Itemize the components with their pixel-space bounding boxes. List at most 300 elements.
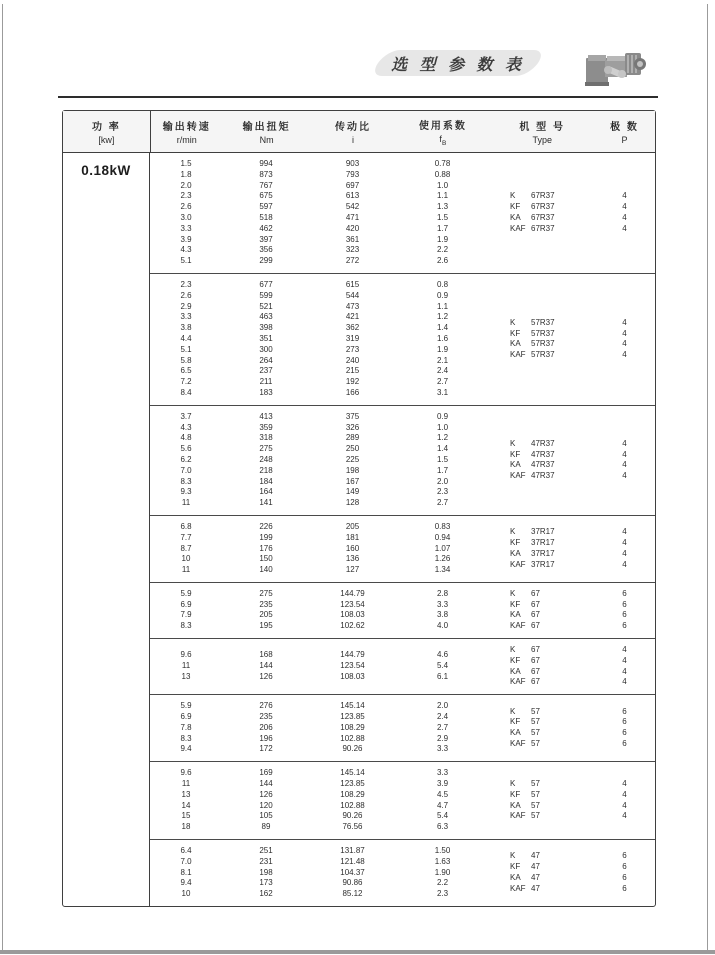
type-model-prefix: KF (510, 599, 521, 609)
col-torque-column (222, 645, 310, 688)
type-size-code: 37R17 (531, 538, 555, 548)
poles-column (594, 412, 655, 509)
service-factor-value: 4.5 (436, 789, 449, 799)
ratio-value: 102.88 (340, 800, 365, 810)
data-block (150, 515, 655, 582)
type-size-code: 47R37 (531, 471, 555, 481)
speed-value: 2.9 (180, 301, 192, 311)
poles-cell: 4 (622, 212, 627, 222)
header-speed-label: 输出转速 (162, 122, 211, 133)
service-factor-value: 2.4 (436, 712, 449, 722)
type-cell (510, 862, 540, 873)
type-cell (510, 851, 540, 862)
service-factor-value: 1.5 (436, 212, 449, 222)
torque-value: 126 (259, 789, 273, 799)
service-factor-value: 2.7 (436, 498, 449, 508)
type-cell (510, 739, 540, 750)
page-title: 选 型 参 数 表 (391, 56, 525, 74)
poles-cell: 6 (622, 588, 627, 598)
torque-value: 89 (261, 822, 271, 832)
type-size-code: 67R37 (531, 202, 555, 212)
type-size-code: 47R37 (531, 438, 555, 448)
speed-value: 8.3 (180, 733, 192, 743)
type-column (490, 280, 594, 399)
torque-value: 164 (259, 487, 273, 497)
speed-value: 18 (181, 822, 191, 832)
torque-value: 248 (259, 454, 273, 464)
speed-value: 4.3 (180, 422, 192, 432)
header-factor-label: 使用系数 (418, 120, 467, 132)
type-cell (510, 621, 540, 632)
type-model-prefix: KA (510, 610, 521, 620)
poles-cell: 6 (622, 706, 627, 716)
ratio-value: 121.48 (340, 856, 365, 866)
type-column (490, 768, 594, 833)
type-cell (510, 610, 540, 621)
service-factor-value: 1.4 (436, 323, 449, 333)
torque-value: 299 (259, 256, 273, 266)
ratio-value: 145.14 (340, 701, 365, 711)
service-factor-value: 5.4 (436, 811, 449, 821)
service-factor-value: 1.9 (436, 234, 449, 244)
type-model-prefix: K (510, 779, 516, 789)
ratio-value: 123.54 (340, 661, 365, 671)
poles-cell: 4 (622, 548, 627, 558)
torque-value: 356 (259, 245, 273, 255)
speed-value: 13 (181, 672, 191, 682)
poles-cell: 4 (622, 666, 627, 676)
type-size-code: 57 (531, 800, 540, 810)
type-size-code: 57 (531, 717, 540, 727)
service-factor-value: 2.1 (436, 355, 449, 365)
service-factor-value: 1.07 (434, 543, 451, 553)
type-cell (510, 318, 555, 329)
service-factor-value: 2.4 (436, 366, 449, 376)
col-fb-column (395, 645, 490, 688)
torque-value: 397 (259, 234, 273, 244)
type-cell (510, 538, 555, 549)
type-model-prefix: KF (510, 789, 521, 799)
speed-value: 6.5 (180, 366, 192, 376)
service-factor-value: 1.63 (434, 856, 451, 866)
ratio-value: 473 (345, 301, 360, 311)
speed-value: 3.8 (180, 323, 192, 333)
col-fb-column (395, 768, 490, 833)
torque-value: 599 (259, 290, 273, 300)
ratio-value: 273 (345, 344, 360, 354)
col-torque-column (222, 412, 310, 509)
ratio-value: 90.26 (342, 744, 363, 754)
col-torque-column (222, 846, 310, 900)
torque-value: 126 (259, 672, 273, 682)
type-model-prefix: KF (510, 655, 521, 665)
ratio-value: 613 (345, 191, 360, 201)
type-cell (510, 202, 555, 213)
torque-value: 184 (259, 476, 273, 486)
speed-value: 15 (181, 811, 191, 821)
service-factor-value: 1.1 (436, 301, 449, 311)
poles-cell: 4 (622, 438, 627, 448)
type-size-code: 67R37 (531, 191, 555, 201)
col-torque-column (222, 280, 310, 399)
power-rating-value: 0.18kW (81, 163, 131, 178)
torque-value: 300 (259, 344, 273, 354)
poles-cell: 4 (622, 328, 627, 338)
type-model-prefix: K (510, 588, 516, 598)
poles-column (594, 159, 655, 267)
poles-cell: 4 (622, 223, 627, 233)
service-factor-value: 2.3 (436, 889, 449, 899)
header-output-torque (223, 111, 311, 152)
data-block (150, 638, 655, 694)
torque-value: 120 (259, 800, 273, 810)
col-ratio-column (310, 159, 395, 267)
type-size-code: 67 (531, 677, 540, 687)
ratio-value: 104.37 (340, 867, 365, 877)
torque-value: 168 (259, 650, 273, 660)
col-fb-column (395, 846, 490, 900)
type-cell (510, 884, 540, 895)
type-model-prefix: K (510, 191, 516, 201)
speed-value: 6.8 (180, 521, 192, 531)
type-cell (510, 656, 540, 667)
type-model-prefix: KA (510, 873, 521, 883)
speed-value: 3.3 (180, 223, 192, 233)
torque-value: 521 (259, 301, 273, 311)
speed-value: 7.0 (180, 465, 192, 475)
ratio-value: 326 (345, 422, 360, 432)
service-factor-value: 1.1 (436, 191, 449, 201)
poles-column (594, 280, 655, 399)
type-size-code: 57 (531, 789, 540, 799)
service-factor-value: 0.83 (434, 521, 451, 531)
type-cell (510, 728, 540, 739)
service-factor-value: 1.34 (434, 565, 451, 575)
speed-value: 5.6 (180, 444, 192, 454)
type-model-prefix: K (510, 645, 516, 655)
col-ratio-column (310, 846, 395, 900)
type-cell (510, 191, 555, 202)
header-type-unit: Type (532, 135, 552, 145)
torque-value: 359 (259, 422, 273, 432)
type-cell (510, 460, 555, 471)
power-column (63, 153, 150, 906)
data-block (150, 582, 655, 638)
header-torque-label: 输出扭矩 (242, 122, 291, 133)
ratio-value: 615 (345, 279, 360, 289)
type-column (490, 522, 594, 576)
ratio-value: 128 (345, 498, 360, 508)
col-fb-column (395, 589, 490, 632)
poles-cell: 6 (622, 610, 627, 620)
speed-value: 7.7 (180, 532, 192, 542)
service-factor-value: 1.0 (436, 422, 449, 432)
type-size-code: 37R17 (531, 559, 555, 569)
torque-value: 413 (259, 411, 273, 421)
torque-value: 141 (259, 498, 273, 508)
torque-value: 462 (259, 223, 273, 233)
speed-value: 6.4 (180, 846, 192, 856)
torque-value: 205 (259, 610, 273, 620)
col-speed-column (150, 522, 222, 576)
type-model-prefix: KF (510, 862, 521, 872)
selection-parameter-table (62, 110, 656, 907)
ratio-value: 144.79 (340, 588, 365, 598)
service-factor-value: 2.3 (436, 487, 449, 497)
type-model-prefix: KF (510, 202, 521, 212)
poles-cell: 4 (622, 471, 627, 481)
col-fb-column (395, 701, 490, 755)
type-size-code: 67R37 (531, 223, 555, 233)
ratio-value: 123.85 (340, 712, 365, 722)
poles-cell: 4 (622, 800, 627, 810)
speed-value: 14 (181, 800, 191, 810)
type-size-code: 67 (531, 645, 540, 655)
type-size-code: 37R17 (531, 527, 555, 537)
service-factor-value: 2.0 (436, 476, 449, 486)
type-model-prefix: KAF (510, 739, 526, 749)
speed-value: 6.2 (180, 454, 192, 464)
type-model-prefix: KF (510, 538, 521, 548)
ratio-value: 181 (345, 532, 360, 542)
col-ratio-column (310, 522, 395, 576)
ratio-value: 471 (345, 212, 360, 222)
poles-column (594, 846, 655, 900)
speed-value: 7.0 (180, 856, 192, 866)
type-size-code: 37R17 (531, 548, 555, 558)
ratio-value: 544 (345, 290, 360, 300)
poles-cell: 4 (622, 677, 627, 687)
type-size-code: 47 (531, 873, 540, 883)
header-poles (594, 111, 655, 152)
torque-value: 144 (259, 661, 273, 671)
speed-value: 4.4 (180, 333, 192, 343)
poles-cell: 6 (622, 883, 627, 893)
poles-cell: 4 (622, 317, 627, 327)
ratio-value: 108.03 (340, 672, 365, 682)
poles-column (594, 522, 655, 576)
col-speed-column (150, 768, 222, 833)
speed-value: 5.1 (180, 344, 192, 354)
speed-value: 9.4 (180, 878, 192, 888)
type-size-code: 67 (531, 588, 540, 598)
type-cell (510, 329, 555, 340)
col-torque-column (222, 159, 310, 267)
header-ratio (311, 111, 396, 152)
ratio-value: 215 (345, 366, 360, 376)
type-size-code: 67 (531, 666, 540, 676)
torque-value: 173 (259, 878, 273, 888)
torque-value: 276 (259, 701, 273, 711)
speed-value: 11 (181, 779, 191, 789)
ratio-value: 250 (345, 444, 360, 454)
col-ratio-column (310, 280, 395, 399)
speed-value: 3.3 (180, 312, 192, 322)
poles-cell: 4 (622, 789, 627, 799)
header-service-factor (395, 111, 490, 152)
service-factor-value: 4.6 (436, 650, 449, 660)
poles-column (594, 701, 655, 755)
type-model-prefix: KAF (510, 471, 526, 481)
speed-value: 2.3 (180, 279, 192, 289)
speed-value: 11 (181, 565, 191, 575)
type-cell (510, 527, 555, 538)
header-factor-unit: $f_B$ (439, 133, 447, 147)
col-speed-column (150, 280, 222, 399)
data-block (150, 839, 655, 906)
type-cell (510, 439, 555, 450)
type-size-code: 57 (531, 811, 540, 821)
speed-value: 3.0 (180, 212, 192, 222)
service-factor-value: 6.3 (436, 822, 449, 832)
type-size-code: 67 (531, 599, 540, 609)
ratio-value: 108.29 (340, 789, 365, 799)
ratio-value: 289 (345, 433, 360, 443)
type-model-prefix: KAF (510, 350, 526, 360)
type-size-code: 67 (531, 621, 540, 631)
data-block (150, 405, 655, 515)
ratio-value: 225 (345, 454, 360, 464)
type-model-prefix: K (510, 317, 516, 327)
ratio-value: 136 (345, 554, 360, 564)
service-factor-value: 1.7 (436, 465, 449, 475)
ratio-value: 272 (345, 256, 360, 266)
type-size-code: 57 (531, 728, 540, 738)
type-model-prefix: KAF (510, 883, 526, 893)
type-size-code: 47R37 (531, 449, 555, 459)
poles-cell: 6 (622, 873, 627, 883)
poles-cell: 6 (622, 599, 627, 609)
speed-value: 4.8 (180, 433, 192, 443)
speed-value: 3.9 (180, 234, 192, 244)
type-model-prefix: KAF (510, 811, 526, 821)
poles-cell: 6 (622, 739, 627, 749)
header-power (63, 111, 151, 152)
col-ratio-column (310, 589, 395, 632)
type-cell (510, 645, 540, 656)
type-cell (510, 717, 540, 728)
type-size-code: 67 (531, 610, 540, 620)
service-factor-value: 3.3 (436, 744, 449, 754)
ratio-value: 323 (345, 245, 360, 255)
torque-value: 235 (259, 599, 273, 609)
poles-cell: 6 (622, 728, 627, 738)
col-speed-column (150, 846, 222, 900)
type-model-prefix: KAF (510, 621, 526, 631)
type-cell (510, 600, 540, 611)
type-cell (510, 213, 555, 224)
torque-value: 767 (259, 180, 273, 190)
type-cell (510, 811, 540, 822)
col-fb-column (395, 280, 490, 399)
ratio-value: 362 (345, 323, 360, 333)
torque-value: 105 (259, 811, 273, 821)
service-factor-value: 2.9 (436, 733, 449, 743)
service-factor-value: 2.0 (436, 701, 449, 711)
ratio-value: 127 (345, 565, 360, 575)
gear-motor-image (583, 44, 647, 90)
title-divider-rule (58, 96, 658, 98)
type-size-code: 47 (531, 851, 540, 861)
ratio-value: 903 (345, 159, 360, 168)
header-ratio-label: 传动比 (335, 122, 371, 133)
data-block (150, 761, 655, 839)
type-column (490, 412, 594, 509)
type-model-prefix: KAF (510, 223, 526, 233)
ratio-value: 145.14 (340, 768, 365, 778)
torque-value: 196 (259, 733, 273, 743)
type-cell (510, 677, 540, 688)
torque-value: 211 (259, 377, 273, 387)
ratio-value: 166 (345, 387, 360, 397)
type-column (490, 159, 594, 267)
torque-value: 226 (259, 521, 273, 531)
torque-value: 218 (259, 465, 273, 475)
speed-value: 11 (181, 661, 191, 671)
speed-value: 10 (181, 554, 191, 564)
poles-cell: 4 (622, 645, 627, 655)
data-block (150, 273, 655, 405)
ratio-value: 198 (345, 465, 360, 475)
header-ratio-unit: i (352, 135, 354, 145)
service-factor-value: 5.4 (436, 661, 449, 671)
ratio-value: 375 (345, 411, 360, 421)
speed-value: 5.9 (180, 701, 192, 711)
header-speed-unit: r/min (176, 135, 197, 145)
speed-value: 2.3 (180, 191, 192, 201)
speed-value: 7.9 (180, 610, 192, 620)
torque-value: 275 (259, 444, 273, 454)
col-speed-column (150, 589, 222, 632)
ratio-value: 90.26 (342, 811, 363, 821)
type-cell (510, 339, 555, 350)
ratio-value: 108.03 (340, 610, 365, 620)
type-cell (510, 801, 540, 812)
ratio-value: 85.12 (342, 889, 363, 899)
speed-value: 3.7 (180, 411, 192, 421)
type-column (490, 645, 594, 688)
header-power-unit: [kw] (98, 135, 115, 145)
type-cell (510, 667, 540, 678)
speed-value: 13 (181, 789, 191, 799)
poles-cell: 4 (622, 559, 627, 569)
poles-cell: 6 (622, 717, 627, 727)
poles-cell: 4 (622, 811, 627, 821)
type-cell (510, 707, 540, 718)
ratio-value: 167 (345, 476, 360, 486)
service-factor-value: 2.2 (436, 245, 449, 255)
service-factor-value: 0.8 (436, 279, 449, 289)
service-factor-value: 3.9 (436, 779, 449, 789)
type-model-prefix: KA (510, 548, 521, 558)
poles-cell: 4 (622, 350, 627, 360)
torque-value: 873 (259, 169, 273, 179)
torque-value: 237 (259, 366, 273, 376)
table-body (63, 153, 655, 906)
col-fb-column (395, 522, 490, 576)
ratio-value: 420 (345, 223, 360, 233)
header-power-label: 功 率 (92, 122, 121, 133)
type-size-code: 67 (531, 655, 540, 665)
speed-value: 7.2 (180, 377, 192, 387)
header-type-label: 机 型 号 (519, 122, 565, 133)
type-size-code: 57R37 (531, 350, 555, 360)
service-factor-value: 1.3 (436, 202, 449, 212)
torque-value: 206 (259, 722, 273, 732)
poles-cell: 6 (622, 862, 627, 872)
speed-value: 7.8 (180, 722, 192, 732)
type-model-prefix: KAF (510, 559, 526, 569)
